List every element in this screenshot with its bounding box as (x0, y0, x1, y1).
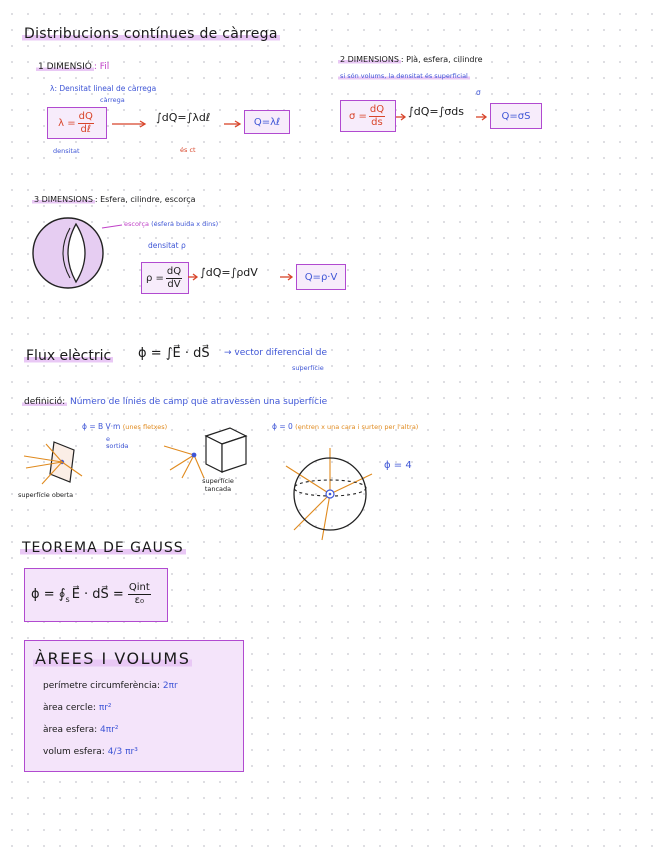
dim2-result-box: Q=σS (490, 103, 542, 129)
definicio-line: definició: Número de línies de camp que atravessen una superfície (24, 397, 328, 407)
carrega-note: càrrega (100, 96, 125, 104)
dim3-heading: 3 DIMENSIONS : Esfera, cilindre, escorça (34, 195, 196, 204)
areas-title: ÀREES I VOLUMS (35, 649, 191, 668)
closed-surface-diagram (160, 422, 260, 484)
lambda-definition: λ: Densitat lineal de càrrega (50, 84, 157, 93)
arrow-dim1-a (112, 120, 148, 128)
cte-note: és ct (180, 146, 196, 154)
section-title-distribucions: Distribucions contínues de càrrega (24, 26, 278, 42)
gauss-denominator: ε₀ (134, 595, 144, 606)
flux-formula: ϕ = ∫E⃗ · dS⃗ (138, 346, 210, 361)
rho-label: densitat ρ (148, 241, 186, 250)
areas-item: àrea esfera: 4πr² (43, 725, 119, 735)
areas-item: volum esfera: 4/3 πr³ (43, 747, 138, 757)
areas-box (24, 640, 244, 772)
phi-zero-label: ϕ = 0 (entren x una cara i surten per l'altra) (272, 422, 419, 431)
gauss-sphere-diagram (282, 444, 382, 540)
dim1-result-box: Q=λℓ (244, 110, 290, 134)
arrow-dim2-a (396, 113, 408, 121)
dim3-integral: ∫dQ=∫ρdV (200, 266, 258, 279)
lambda-formula-box: λ = $\frac{dQ}{\text{dℓ}}$ (47, 107, 107, 139)
dim2-integral: ∫dQ=∫σds (408, 105, 465, 118)
gauss-formula-box (24, 568, 168, 622)
escorca-note: escorça (esfera buida x dins) (124, 220, 219, 228)
open-surface-label: superfície oberta (18, 491, 74, 499)
densitat-note: densitat (53, 147, 80, 155)
gauss-field: E⃗ · dS⃗ = (71, 587, 124, 602)
gauss-lhs: ϕ = ∮ (31, 587, 66, 602)
sigma-note: σ (476, 88, 481, 97)
escorca-pointer (102, 224, 124, 230)
phi-open-label: ϕ = B V·m (unes fletxes) (82, 422, 168, 431)
arrow-dim1-b (224, 120, 244, 128)
sigma-formula-box: σ = $\frac{dQ}{ds}$ (340, 100, 396, 132)
areas-item: perímetre circumferència: 2πr (43, 681, 178, 691)
closed-surface-label: superfície tancada (202, 477, 234, 493)
phi-open-sub: e sortida (106, 435, 129, 451)
phi-sphere-label: ϕ = 4 (384, 460, 412, 471)
gauss-subscript: s (65, 595, 70, 604)
flux-title: Flux elèctric (26, 348, 112, 364)
dim2-note: si són volums, la densitat és superficial (340, 72, 468, 80)
open-surface-diagram (16, 440, 86, 490)
gauss-title: TEOREMA DE GAUSS (22, 540, 184, 556)
dim1-integral: ∫dQ=∫λdℓ (156, 111, 211, 124)
flux-vector-note-2: superfície (292, 364, 324, 372)
arrow-dim3-b (280, 273, 296, 281)
dim2-heading: 2 DIMENSIONS : Plà, esfera, cilindre (340, 55, 483, 64)
escorca-sphere-diagram (30, 214, 110, 292)
arrow-dim2-b (476, 113, 490, 121)
gauss-numerator: Qint (128, 582, 150, 593)
dim1-heading: 1 DIMENSIÓ : Fil (38, 62, 110, 72)
arrow-dim3-a (188, 273, 200, 281)
dim3-result-box: Q=ρ·V (296, 264, 346, 290)
rho-formula-box: ρ = $\frac{dQ}{dV}$ (141, 262, 189, 294)
areas-item: àrea cercle: πr² (43, 703, 112, 713)
flux-vector-note: → vector diferencial de (224, 348, 328, 358)
